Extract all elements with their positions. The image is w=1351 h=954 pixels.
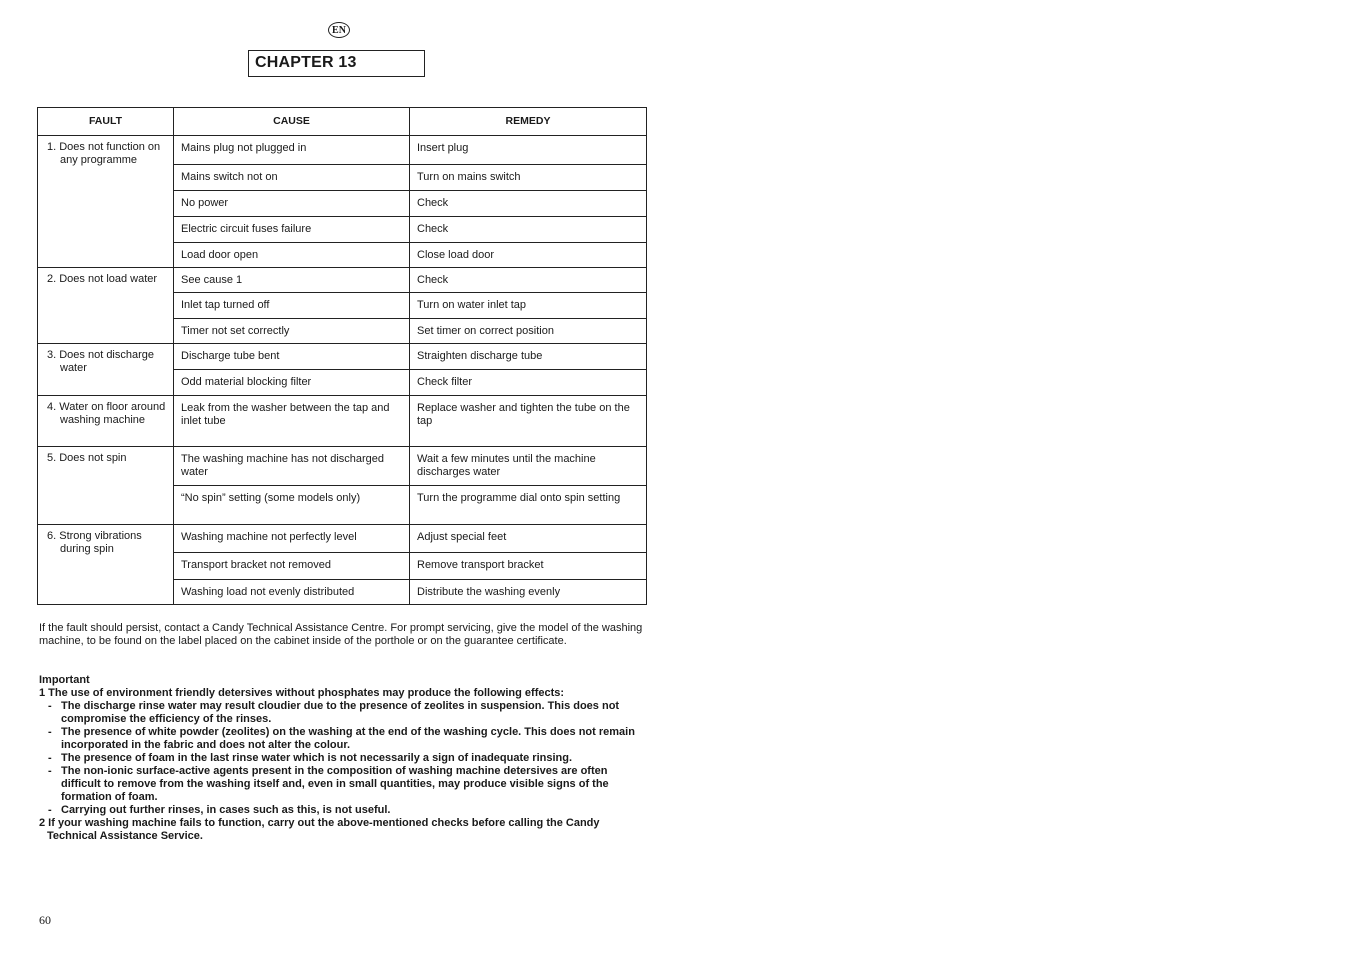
header-fault: FAULT [38, 108, 174, 136]
bullet-text: Carrying out further rinses, in cases such as this, is not useful. [61, 804, 391, 816]
persist-note: If the fault should persist, contact a Candy Technical Assistance Centre. For prompt servicing, give the model of the washing machine, to be found on the label placed on the cabinet inside of the porthole or on the guarantee certificate. [39, 622, 643, 647]
bullet-item [39, 726, 639, 752]
header-cause: CAUSE [174, 108, 410, 136]
remedy-cell: Wait a few minutes until the machine discharges water [410, 447, 647, 486]
cause-cell: Washing machine not perfectly level [174, 525, 410, 553]
cause-cell: The washing machine has not discharged water [174, 447, 410, 486]
header-remedy: REMEDY [410, 108, 647, 136]
bullet-dash: - [48, 726, 52, 738]
table-row [38, 447, 647, 486]
cause-cell: “No spin” setting (some models only) [174, 486, 410, 525]
fault-label: 1. Does not function on any programme [47, 141, 161, 166]
table-row [38, 344, 647, 370]
cause-cell: Discharge tube bent [174, 344, 410, 370]
bullet-text: The non-ionic surface-active agents present in the composition of washing machine detersives are often difficult to remove from the washing itself and, even in small quantities, may produce visible signs of the formation of foam. [61, 765, 609, 803]
cause-cell: Washing load not evenly distributed [174, 580, 410, 605]
remedy-cell: Replace washer and tighten the tube on the tap [410, 396, 647, 447]
fault-label: 5. Does not spin [47, 452, 127, 464]
table-row [38, 396, 647, 447]
important-item-2: 2 If your washing machine fails to function, carry out the above-mentioned checks before calling the Candy Technical Assistance Service. [39, 817, 600, 842]
cause-cell: See cause 1 [174, 268, 410, 293]
fault-cell [38, 447, 174, 525]
fault-cell [38, 396, 174, 447]
remedy-cell: Check filter [410, 370, 647, 396]
remedy-cell: Turn on water inlet tap [410, 293, 647, 319]
cause-cell: No power [174, 191, 410, 217]
bullet-text: The presence of white powder (zeolites) on the washing at the end of the washing cycle. This does not remain incorporated in the fabric and does not alter the colour. [61, 726, 635, 751]
fault-label: 6. Strong vibrations during spin [47, 530, 142, 555]
bullet-dash: - [48, 752, 52, 764]
bullet-item [39, 804, 639, 817]
fault-cell [38, 344, 174, 396]
remedy-cell: Check [410, 191, 647, 217]
important-item-1: 1 The use of environment friendly detersives without phosphates may produce the following effects: [39, 687, 565, 699]
fault-cell [38, 525, 174, 605]
remedy-cell: Straighten discharge tube [410, 344, 647, 370]
bullet-text: The discharge rinse water may result cloudier due to the presence of zeolites in suspension. This does not compromise the efficiency of the rinses. [61, 700, 620, 725]
cause-cell: Mains switch not on [174, 165, 410, 191]
bullet-item [39, 765, 639, 804]
remedy-cell: Turn the programme dial onto spin setting [410, 486, 647, 525]
page-number: 60 [39, 913, 51, 927]
remedy-cell: Insert plug [410, 136, 647, 165]
table-row [38, 268, 647, 293]
chapter-title: CHAPTER 13 [248, 50, 425, 77]
fault-cell [38, 268, 174, 344]
bullet-item [39, 752, 639, 765]
bullet-dash: - [48, 804, 52, 816]
cause-cell: Electric circuit fuses failure [174, 217, 410, 243]
cause-cell: Timer not set correctly [174, 319, 410, 344]
bullet-dash: - [48, 700, 52, 712]
table-header-row [38, 108, 647, 136]
table-row [38, 525, 647, 553]
remedy-cell: Adjust special feet [410, 525, 647, 553]
cause-cell: Load door open [174, 243, 410, 268]
fault-cell [38, 136, 174, 268]
remedy-cell: Distribute the washing evenly [410, 580, 647, 605]
cause-cell: Leak from the washer between the tap and inlet tube [174, 396, 410, 447]
remedy-cell: Close load door [410, 243, 647, 268]
cause-cell: Transport bracket not removed [174, 553, 410, 580]
remedy-cell: Turn on mains switch [410, 165, 647, 191]
fault-label: 2. Does not load water [47, 273, 158, 285]
bullet-dash: - [48, 765, 52, 777]
important-title: Important [39, 674, 90, 686]
bullet-text: The presence of foam in the last rinse water which is not necessarily a sign of inadequate rinsing. [61, 752, 573, 764]
table-row [38, 136, 647, 165]
bullet-item [39, 700, 639, 726]
remedy-cell: Set timer on correct position [410, 319, 647, 344]
cause-cell: Odd material blocking filter [174, 370, 410, 396]
fault-label: 4. Water on floor around washing machine [47, 401, 166, 426]
remedy-cell: Remove transport bracket [410, 553, 647, 580]
language-badge: EN [328, 22, 350, 38]
cause-cell: Inlet tap turned off [174, 293, 410, 319]
remedy-cell: Check [410, 217, 647, 243]
cause-cell: Mains plug not plugged in [174, 136, 410, 165]
important-section [39, 674, 639, 843]
fault-label: 3. Does not discharge water [47, 349, 155, 374]
remedy-cell: Check [410, 268, 647, 293]
troubleshooting-table [37, 107, 647, 605]
